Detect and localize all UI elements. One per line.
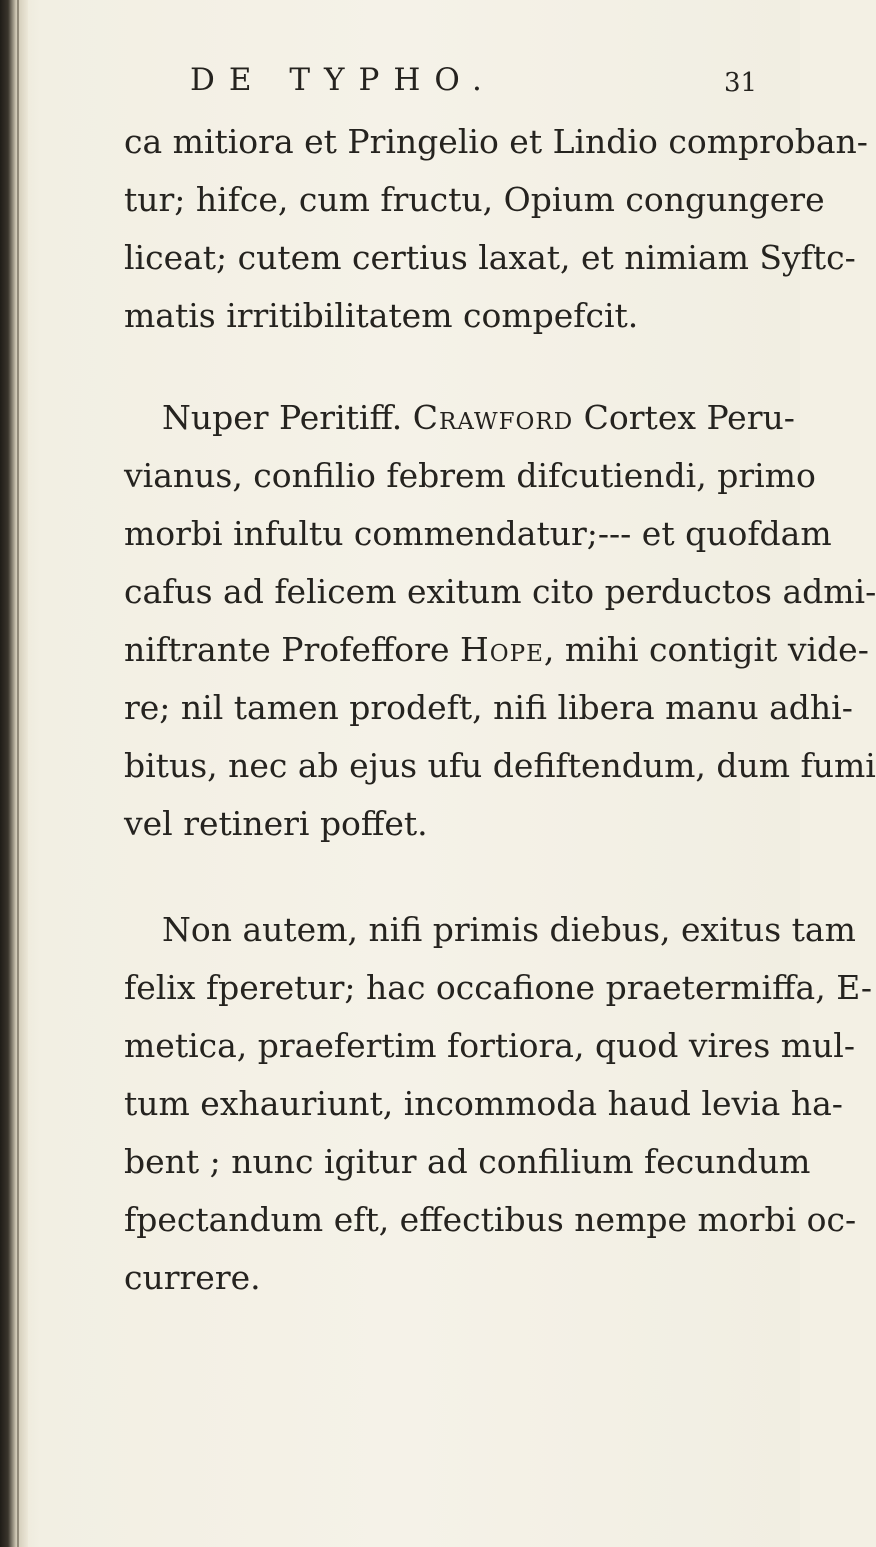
text-line: liceat; cutem certius laxat, et nimiam Syftc-	[124, 238, 856, 277]
gutter-shadow-line	[17, 0, 19, 1547]
text-line	[124, 630, 869, 670]
text-line: Non autem, nifi primis diebus, exitus tam	[162, 910, 856, 949]
text-line: matis irritibilitatem compefcit.	[124, 296, 639, 335]
text-line: cafus ad felicem exitum cito perductos admi-	[124, 572, 876, 611]
text-line: morbi infultu commendatur;--- et quofdam	[124, 514, 832, 553]
text-segment: , mihi contigit vide-	[543, 630, 869, 669]
text-line: tum exhauriunt, incommoda haud levia ha-	[124, 1084, 843, 1123]
text-segment: Cortex Peru-	[573, 398, 795, 437]
text-segment: niftrante Profeffore	[124, 630, 460, 669]
running-head: DE TYPHO.	[190, 62, 496, 98]
text-line: felix fperetur; hac occafione praetermiffa, E-	[124, 968, 873, 1007]
person-name-crawford: Crawford	[412, 398, 574, 437]
text-line: ca mitiora et Pringelio et Lindio comproban-	[124, 122, 868, 161]
text-line: vianus, confilio febrem difcutiendi, primo	[124, 456, 816, 495]
text-line: re; nil tamen prodeft, nifi libera manu adhi-	[124, 688, 853, 727]
text-line	[162, 398, 795, 438]
text-line: metica, praefertim fortiora, quod vires mul-	[124, 1026, 855, 1065]
text-line: vel retineri poffet.	[124, 804, 428, 843]
page-gutter	[0, 0, 28, 1547]
person-name-hope: Hope	[459, 630, 544, 669]
text-line: tur; hifce, cum fructu, Opium congungere	[124, 180, 825, 219]
text-line: fpectandum eft, effectibus nempe morbi oc-	[124, 1200, 857, 1239]
text-line: bitus, nec ab ejus ufu defiftendum, dum fumi	[124, 746, 876, 785]
text-line: currere.	[124, 1258, 261, 1297]
page-number: 31	[724, 68, 758, 98]
text-line: bent ; nunc igitur ad confilium fecundum	[124, 1142, 811, 1181]
text-segment: Nuper Peritiff.	[162, 398, 413, 437]
